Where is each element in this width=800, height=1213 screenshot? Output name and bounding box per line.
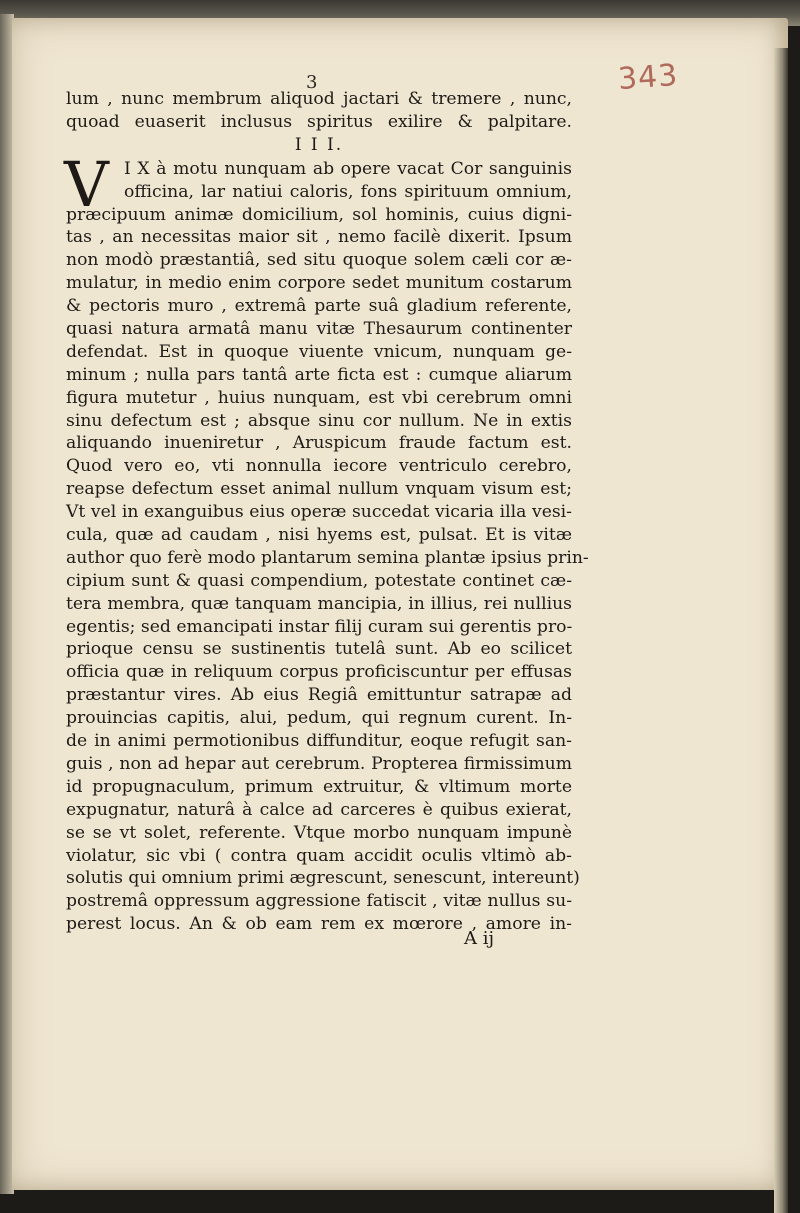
text-line: I X à motu nunquam ab opere vacat Cor sanguinis	[124, 158, 572, 179]
section-heading: I I I.	[294, 134, 344, 155]
text-line: de in animi permotionibus diffunditur, eoque refugit san-	[66, 731, 572, 752]
text-line: præcipuum animæ domicilium, sol hominis, cuius digni-	[66, 204, 572, 225]
drop-cap: V	[64, 147, 109, 221]
text-line: postremâ oppressum aggressione fatiscit , vitæ nullus su-	[66, 891, 572, 912]
text-line: tas , an necessitas maior sit , nemo facilè dixerit. Ipsum	[66, 227, 572, 248]
text-line: defendat. Est in quoque viuente vnicum, nunquam ge-	[66, 341, 572, 362]
text-line: Quod vero eo, vti nonnulla iecore ventriculo cerebro,	[66, 456, 572, 477]
text-line: præstantur vires. Ab eius Regiâ emittuntur satrapæ ad	[66, 685, 572, 706]
text-line: author quo ferè modo plantarum semina plantæ ipsius prin-	[66, 547, 589, 568]
text-line: Vt vel in exanguibus eius operæ succedat vicaria illa vesi-	[66, 502, 572, 523]
text-line: mulatur, in medio enim corpore sedet munitum costarum	[66, 273, 572, 294]
text-line: cula, quæ ad caudam , nisi hyems est, pulsat. Et is vitæ	[66, 525, 572, 546]
text-line: quasi natura armatâ manu vitæ Thesaurum continenter	[66, 319, 572, 340]
catchword: A ij	[464, 928, 495, 949]
page-fore-edge	[774, 48, 788, 1213]
text-line: non modò præstantiâ, sed situ quoque solem cæli cor æ-	[66, 250, 572, 271]
text-line: guis , non ad hepar aut cerebrum. Propterea firmissimum	[66, 753, 572, 774]
text-line: expugnatur, naturâ à calce ad carceres è quibus exierat,	[66, 799, 572, 820]
text-line: aliquando inueniretur , Aruspicum fraude factum est.	[66, 433, 572, 454]
text-line: prouincias capitis, alui, pedum, qui regnum curent. In-	[66, 708, 572, 729]
text-line: officia quæ in reliquum corpus proficiscuntur per effusas	[66, 662, 572, 683]
folio-number: 343	[616, 57, 680, 98]
text-block	[64, 88, 589, 936]
text-line: quoad euaserit inclusus spiritus exilire & palpitare.	[66, 111, 572, 132]
text-line: lum , nunc membrum aliquod jactari & tremere , nunc,	[66, 89, 572, 109]
text-line: figura mutetur , huius nunquam, est vbi cerebrum omni	[66, 387, 572, 408]
text-line: cipium sunt & quasi compendium, potestate continet cæ-	[66, 570, 572, 591]
text-line: minum ; nulla pars tantâ arte ficta est : cumque aliarum	[66, 364, 572, 385]
text-line: tera membra, quæ tanquam mancipia, in illius, rei nullius	[66, 593, 572, 614]
text-line: solutis qui omnium primi ægrescunt, senescunt, intereunt)	[66, 868, 580, 889]
text-line: sinu defectum est ; absque sinu cor nullum. Ne in extis	[66, 410, 572, 431]
signature-mark: 3	[306, 72, 318, 93]
text-line: id propugnaculum, primum extruitur, & vltimum morte	[66, 776, 572, 797]
text-line: prioque censu se sustinentis tutelâ sunt. Ab eo scilicet	[66, 639, 572, 660]
text-line: egentis; sed emancipati instar filij curam sui gerentis pro-	[66, 616, 573, 637]
text-line: perest locus. An & ob eam rem ex mœrore , amore in-	[66, 914, 572, 935]
text-line: & pectoris muro , extremâ parte suâ gladium referente,	[66, 296, 572, 317]
text-line: reapse defectum esset animal nullum vnquam visum est;	[66, 479, 572, 500]
text-line: officina, lar natiui caloris, fons spirituum omnium,	[124, 181, 572, 202]
text-line: se se vt solet, referente. Vtque morbo nunquam impunè	[66, 822, 572, 843]
text-line: violatur, sic vbi ( contra quam accidit oculis vltimò ab-	[66, 845, 572, 866]
